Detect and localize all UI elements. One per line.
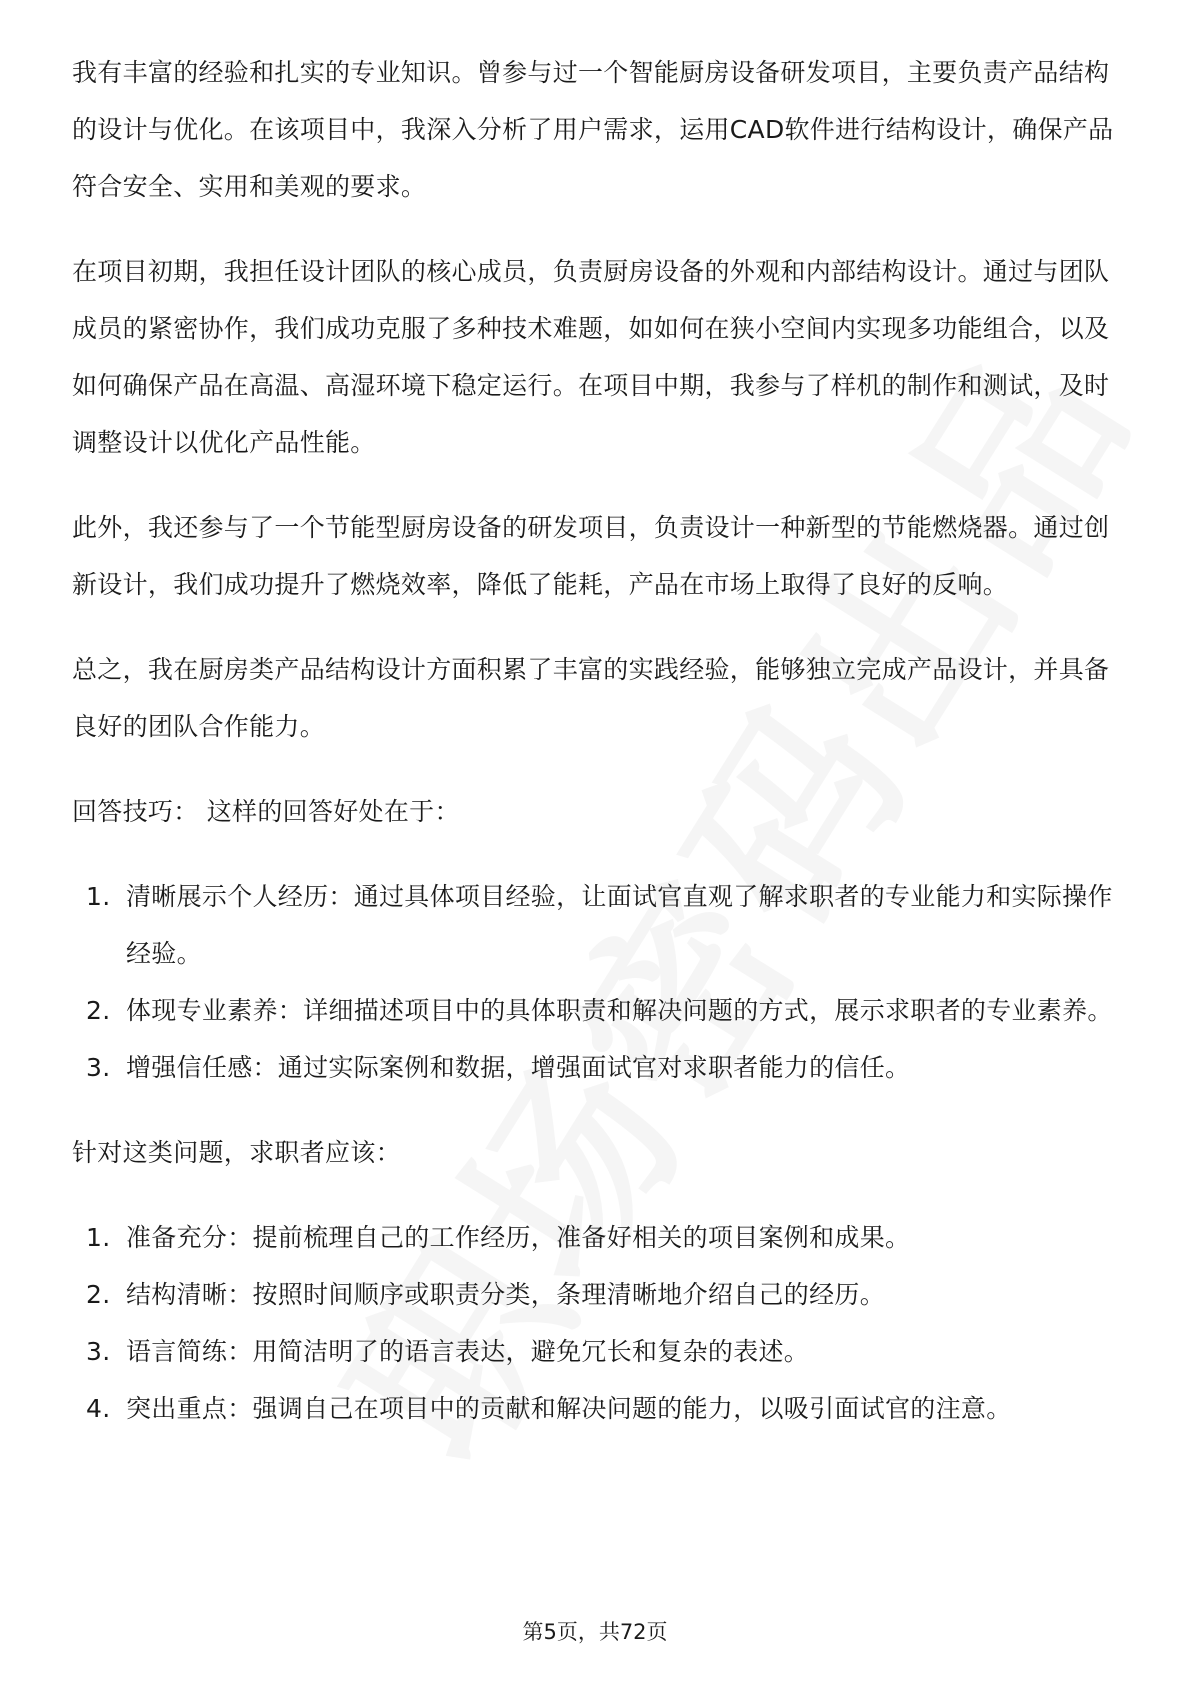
list-item (72, 1209, 1122, 1266)
list-item (72, 1380, 1122, 1437)
list-number: 3. (86, 1053, 111, 1082)
list-text: 语言简练：用简洁明了的语言表达，避免冗长和复杂的表述。 (126, 1337, 810, 1366)
list-item (72, 1266, 1122, 1323)
list-text: 结构清晰：按照时间顺序或职责分类，条理清晰地介绍自己的经历。 (126, 1280, 886, 1309)
list-item (72, 1039, 1122, 1096)
list-number: 1. (86, 1223, 111, 1252)
list-item (72, 982, 1122, 1039)
list-number: 2. (86, 1280, 111, 1309)
list-text: 准备充分：提前梳理自己的工作经历，准备好相关的项目案例和成果。 (126, 1223, 911, 1252)
list-text: 体现专业素养：详细描述项目中的具体职责和解决问题的方式，展示求职者的专业素养。 (126, 996, 1113, 1025)
page-number-footer: 第5页，共72页 (522, 1620, 668, 1644)
list-number: 4. (86, 1394, 111, 1423)
list-item (72, 868, 1122, 982)
list-number: 3. (86, 1337, 111, 1366)
document-body (72, 44, 1122, 1465)
advice-heading: 针对这类问题，求职者应该： (72, 1138, 401, 1167)
paragraph-4: 总之，我在厨房类产品结构设计方面积累了丰富的实践经验，能够独立完成产品设计，并具备良好的团队合作能力。 (72, 655, 1110, 741)
list-number: 2. (86, 996, 111, 1025)
list-text: 清晰展示个人经历：通过具体项目经验，让面试官直观了解求职者的专业能力和实际操作经验。 (126, 882, 1113, 968)
tips-list (72, 868, 1122, 1096)
advice-list (72, 1209, 1122, 1437)
list-item (72, 1323, 1122, 1380)
list-text: 增强信任感：通过实际案例和数据，增强面试官对求职者能力的信任。 (126, 1053, 911, 1082)
list-text: 突出重点：强调自己在项目中的贡献和解决问题的能力，以吸引面试官的注意。 (126, 1394, 1012, 1423)
paragraph-3: 此外，我还参与了一个节能型厨房设备的研发项目，负责设计一种新型的节能燃烧器。通过创新设计，我们成功提升了燃烧效率，降低了能耗，产品在市场上取得了良好的反响。 (72, 513, 1110, 599)
paragraph-2: 在项目初期，我担任设计团队的核心成员，负责厨房设备的外观和内部结构设计。通过与团队成员的紧密协作，我们成功克服了多种技术难题，如如何在狭小空间内实现多功能组合，以及如何确保产品在高温、高湿环境下稳定运行。在项目中期，我参与了样机的制作和测试，及时调整设计以优化产品性能。 (72, 257, 1110, 457)
list-number: 1. (86, 882, 111, 911)
tips-heading: 回答技巧： 这样的回答好处在于： (72, 797, 460, 826)
paragraph-1: 我有丰富的经验和扎实的专业知识。曾参与过一个智能厨房设备研发项目，主要负责产品结构的设计与优化。在该项目中，我深入分析了用户需求，运用CAD软件进行结构设计，确保产品符合安全、实用和美观的要求。 (72, 58, 1114, 201)
